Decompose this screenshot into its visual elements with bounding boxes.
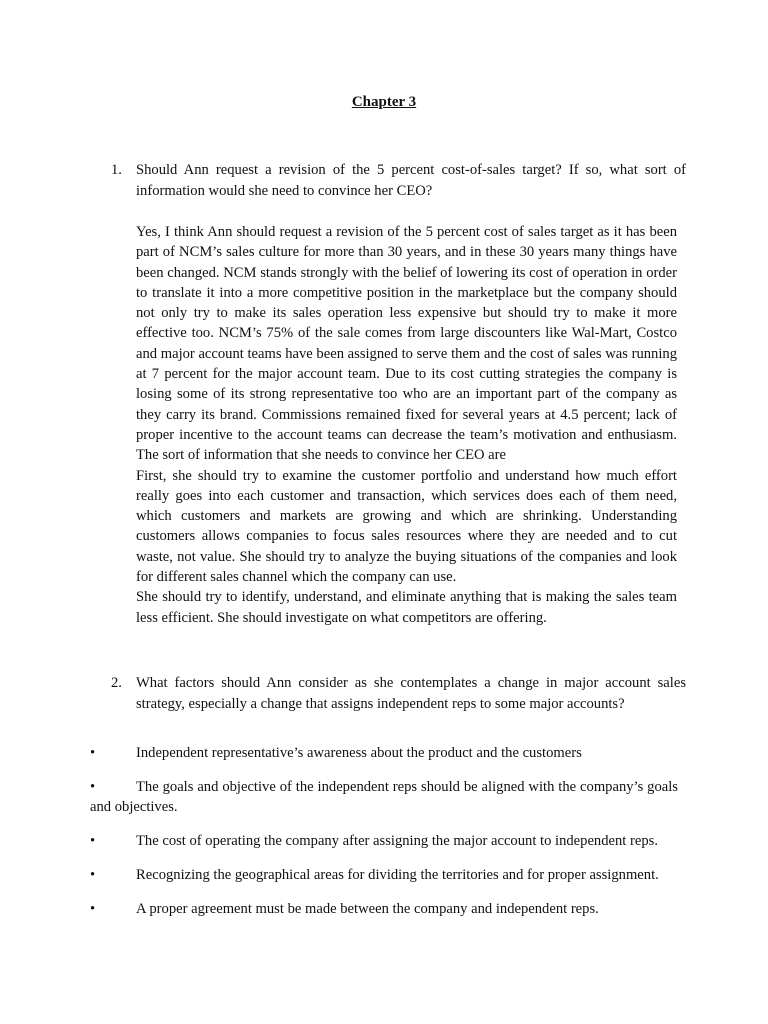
answer-1-paragraph-1: Yes, I think Ann should request a revision of the 5 percent cost of sales target as it has been part of NCM’s sales culture for more than 30 years, and in these 30 years many things have been changed. NCM stands strongly with the belief of lowering its cost of operation in order to translate it into a more competitive position in the marketplace but the company should not only try to make its sales operation less expensive but should try to make it more effective too. NCM’s 75% of the sale comes from large discounters like Wal-Mart, Costco and major account teams have been assigned to serve them and the cost of sales was running at 7 percent for the major account team. Due to its cost cutting strategies the company is losing some of its strong representative too who are an important part of the company as they carry its brand. Commissions remained fixed for several years at 4.5 percent; lack of proper incentive to the account teams can decrease the team’s motivation and enthusiasm. The sort of information that she needs to convince her CEO are <box>136 224 677 464</box>
chapter-title: Chapter 3 <box>351 94 417 110</box>
bullet-item <box>90 777 678 817</box>
bullet-text: A proper agreement must be made between the company and independent reps. <box>136 901 599 917</box>
bullet-text: Recognizing the geographical areas for dividing the territories and for proper assignment. <box>136 867 659 883</box>
question-2-number: 2. <box>111 675 122 691</box>
question-1-number: 1. <box>111 162 122 178</box>
answer-1-paragraph-2: First, she should try to examine the customer portfolio and understand how much effort really goes into each customer and transaction, which services does each of them need, which customers and markets are growing and which are shrinking. Understanding customers allows companies to focus sales resources where they are needed and to cut waste, not value. She should try to analyze the buying situations of the companies and look for different sales channel which the company can use. <box>136 467 677 586</box>
bullet-item <box>90 865 678 885</box>
question-1-text: Should Ann request a revision of the 5 percent cost-of-sales target? If so, what sort of information would she need to convince her CEO? <box>136 162 686 199</box>
bullet-icon: • <box>90 779 96 795</box>
question-1 <box>111 160 686 201</box>
bullet-item <box>90 743 678 763</box>
bullet-icon: • <box>90 867 96 883</box>
bullet-text: The goals and objective of the independent reps should be aligned with the company’s goals and objectives. <box>90 779 678 815</box>
bullet-icon: • <box>90 745 96 761</box>
bullet-icon: • <box>90 833 96 849</box>
factors-bullet-list <box>90 743 678 933</box>
bullet-item <box>90 899 678 919</box>
bullet-icon: • <box>90 901 96 917</box>
answer-1-paragraph-3: She should try to identify, understand, and eliminate anything that is making the sales team less efficient. She should investigate on what competitors are offering. <box>136 589 677 626</box>
answer-1 <box>136 222 677 628</box>
question-2 <box>111 673 686 714</box>
bullet-text: Independent representative’s awareness about the product and the customers <box>136 745 582 761</box>
bullet-item <box>90 831 678 851</box>
bullet-text: The cost of operating the company after assigning the major account to independent reps. <box>136 833 658 849</box>
question-2-text: What factors should Ann consider as she contemplates a change in major account sales strategy, especially a change that assigns independent reps to some major accounts? <box>136 675 686 712</box>
